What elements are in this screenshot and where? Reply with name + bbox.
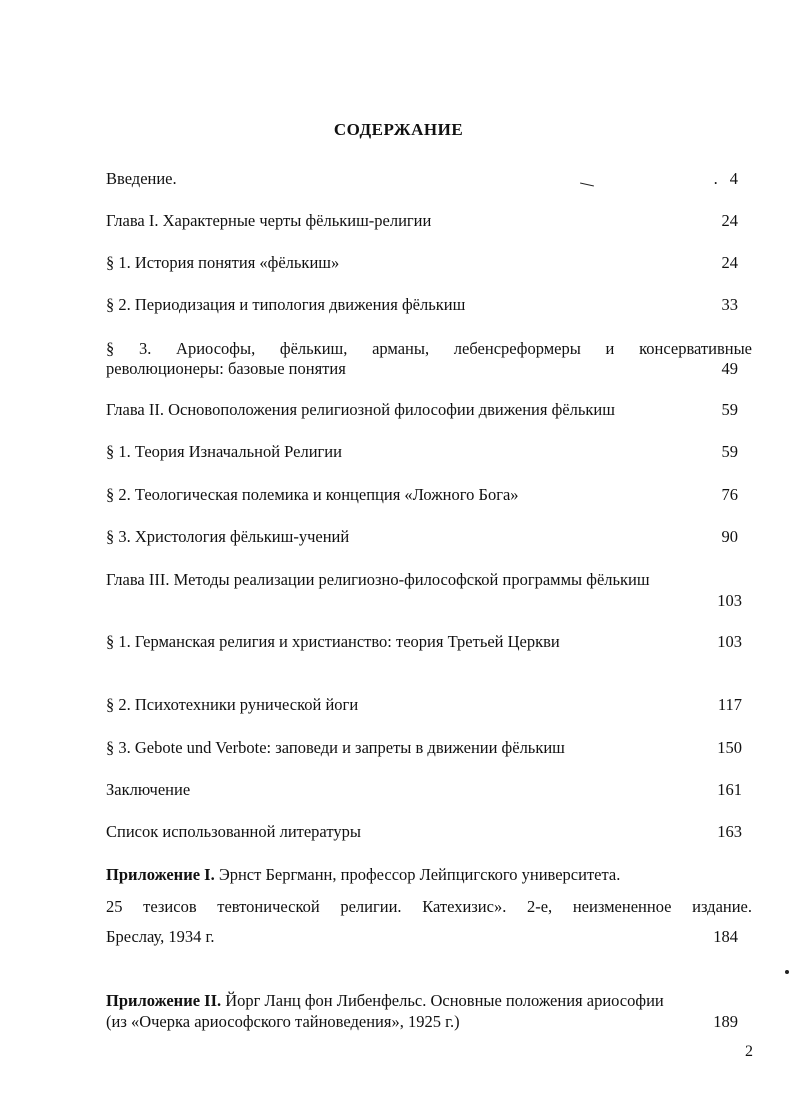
toc-entry-dot: . — [713, 169, 718, 188]
toc-entry-page: 59 — [721, 400, 738, 419]
appendix-2-bold: Приложение II. — [106, 991, 222, 1010]
toc-entry-chapter-3-label: Глава III. Методы реализации религиозно-философской программы фёлькиш — [106, 570, 650, 589]
appendix-1-page: 184 — [713, 927, 738, 946]
appendix-1-label: Бреслау, 1934 г. — [106, 927, 215, 946]
toc-entry-page: 24 — [721, 211, 738, 230]
toc-entry-page: 33 — [721, 295, 738, 314]
page-title: СОДЕРЖАНИЕ — [333, 120, 464, 139]
toc-entry-label: Список использованной литературы — [106, 822, 361, 841]
toc-entry-page: 49 — [721, 359, 738, 378]
appendix-2-line1 — [106, 990, 752, 1011]
toc-entry-label: § 2. Психотехники рунической йоги — [106, 695, 359, 714]
toc-entry-label: § 1. История понятия «фёлькиш» — [106, 253, 340, 272]
appendix-2-text: Йорг Ланц фон Либенфельс. Основные положения ариософии — [221, 991, 664, 1010]
toc-entry-label: § 2. Теологическая полемика и концепция «Ложного Бога» — [106, 485, 519, 504]
toc-entry-page: 163 — [717, 822, 742, 841]
toc-entry-label: § 3. Gebote und Verbote: заповеди и запреты в движении фёлькиш — [106, 738, 565, 757]
toc-entry-page-number: 4 — [729, 169, 738, 188]
toc-entry-label: революционеры: базовые понятия — [106, 359, 346, 378]
appendix-2-label: (из «Очерка ариософского тайноведения», 1925 г.) — [106, 1012, 460, 1031]
toc-entry-label: § 1. Германская религия и христианство: теория Третьей Церкви — [106, 632, 560, 651]
toc-entry-page — [714, 169, 738, 189]
toc-entry-label: Заключение — [106, 780, 191, 799]
toc-entry-label: § 2. Периодизация и типология движения фёлькиш — [106, 295, 466, 314]
toc-entry-label: Введение. — [106, 169, 177, 188]
toc-entry-label: § 3. Христология фёлькиш-учений — [106, 527, 350, 546]
appendix-1-line1 — [106, 864, 752, 885]
appendix-1-text: Эрнст Бергманн, профессор Лейпцигского университета. — [214, 865, 621, 884]
toc-entry-ch1-sec3-line1: § 3. Ариософы, фёлькиш, арманы, лебенсреформеры и консервативные — [106, 339, 752, 358]
toc-entry-page: 150 — [717, 738, 742, 757]
appendix-2-page: 189 — [713, 1012, 738, 1031]
toc-entry-page: 90 — [721, 527, 738, 546]
scan-mark — [580, 183, 594, 187]
page-number: 2 — [745, 1043, 753, 1060]
toc-entry-page: 24 — [721, 253, 738, 272]
toc-entry-page: 76 — [721, 485, 738, 504]
toc-entry-page: 161 — [717, 780, 742, 799]
toc-entry-page: 59 — [721, 442, 738, 461]
toc-entry-page: 103 — [717, 632, 742, 651]
toc-entry-label: Глава I. Характерные черты фёлькиш-религии — [106, 211, 432, 230]
toc-entry-label: § 1. Теория Изначальной Религии — [106, 442, 342, 461]
toc-entry-label: Глава II. Основоположения религиозной философии движения фёлькиш — [106, 400, 615, 419]
scan-mark — [785, 970, 789, 974]
appendix-1-line2: 25 тезисов тевтонической религии. Катехизис». 2-е, неизмененное издание. — [106, 897, 752, 916]
appendix-1-bold: Приложение I. — [106, 865, 215, 884]
toc-entry-page: 117 — [717, 695, 742, 714]
toc-entry-page: 103 — [717, 591, 742, 610]
